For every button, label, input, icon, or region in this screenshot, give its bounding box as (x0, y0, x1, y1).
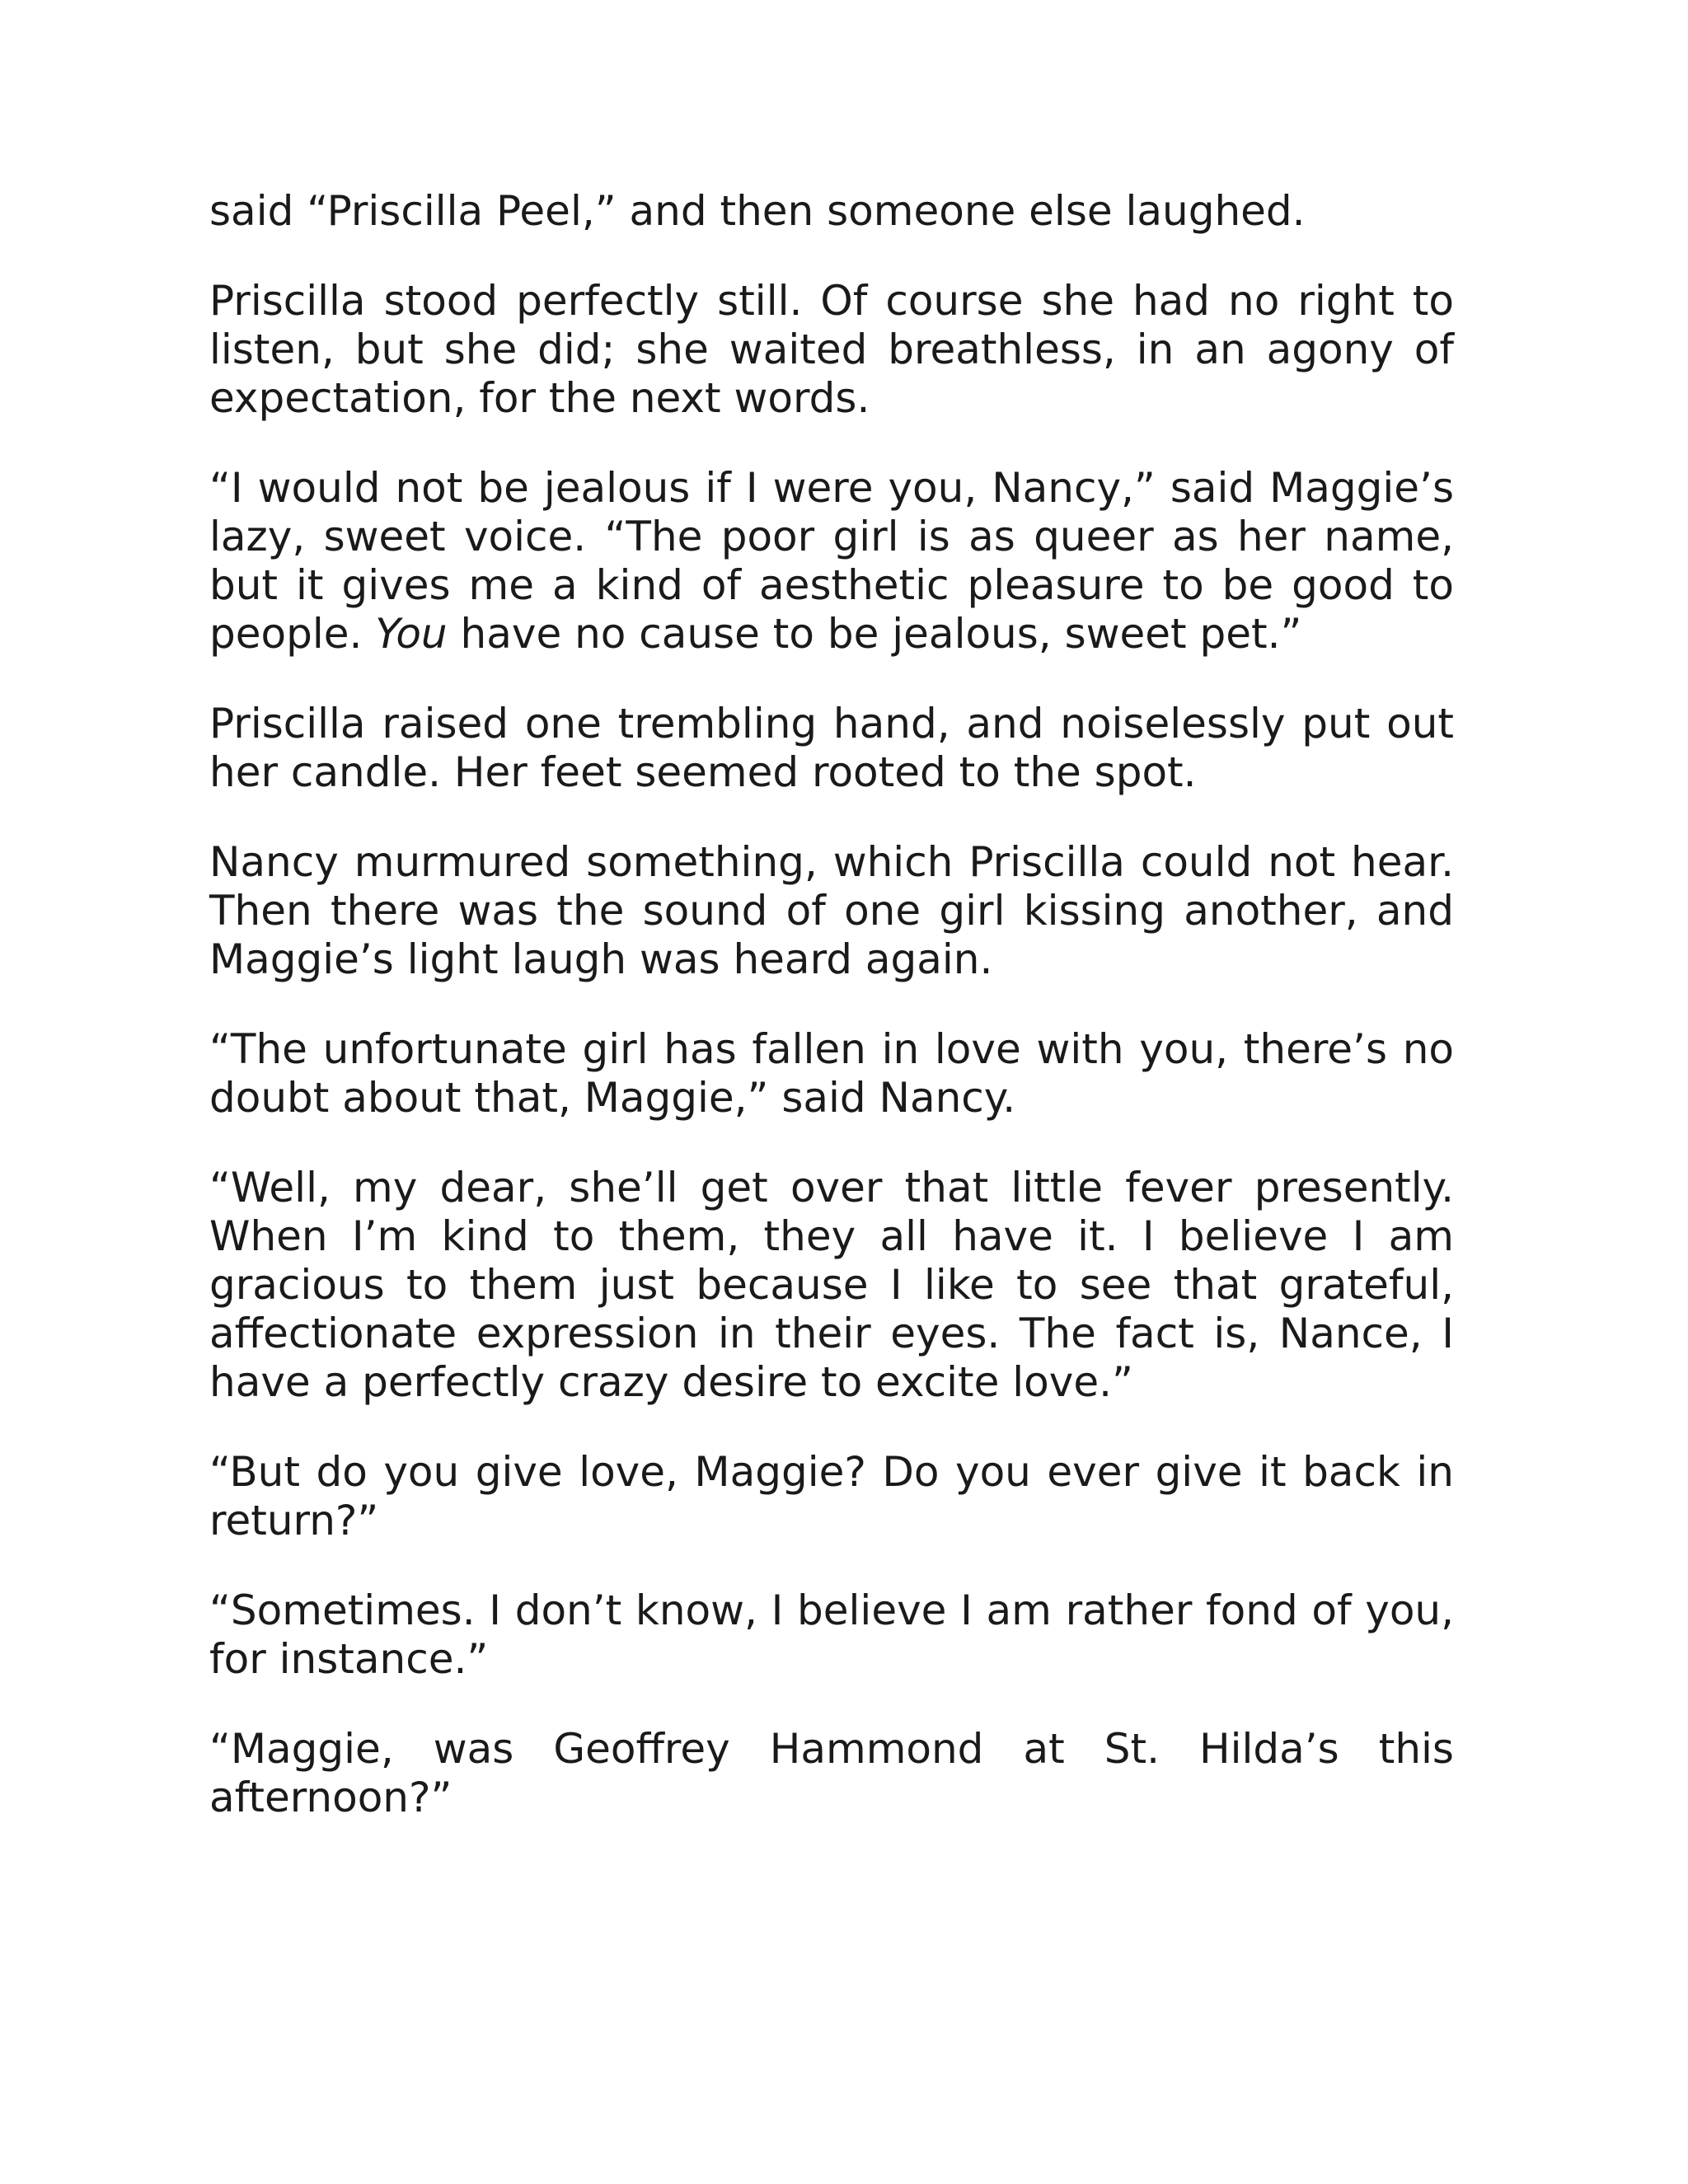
paragraph-9: “Sometimes. I don’t know, I believe I am rather fond of you, for instance.” (209, 1586, 1454, 1683)
paragraph-2: Priscilla stood perfectly still. Of course she had no right to listen, but she did; she waited breathless, in an agony of expectation, for the next words. (209, 277, 1454, 422)
paragraph-6: “The unfortunate girl has fallen in love with you, there’s no doubt about that, Maggie,” said Nancy. (209, 1025, 1454, 1122)
paragraph-5: Nancy murmured something, which Priscilla could not hear. Then there was the sound of one girl kissing another, and Maggie’s light laugh was heard again. (209, 838, 1454, 983)
paragraph-7: “Well, my dear, she’ll get over that little fever presently. When I’m kind to them, they all have it. I believe I am gracious to them just because I like to see that grateful, affectionate expression in their eyes. The fact is, Nance, I have a perfectly crazy desire to excite love.” (209, 1164, 1454, 1406)
paragraph-3: “I would not be jealous if I were you, Nancy,” said Maggie’s lazy, sweet voice. “The poor girl is as queer as her name, but it gives me a kind of aesthetic pleasure to be good to people. You have no cause to be jealous, sweet pet.” (209, 464, 1454, 658)
paragraph-1: said “Priscilla Peel,” and then someone else laughed. (209, 187, 1306, 235)
paragraph-8: “But do you give love, Maggie? Do you ever give it back in return?” (209, 1448, 1454, 1544)
paragraph-4: Priscilla raised one trembling hand, and noiselessly put out her candle. Her feet seemed rooted to the spot. (209, 700, 1454, 796)
emphasis: You (375, 610, 448, 658)
paragraph-10: “Maggie, was Geoffrey Hammond at St. Hilda’s this afternoon?” (209, 1725, 1454, 1821)
body-text (209, 187, 1454, 1863)
